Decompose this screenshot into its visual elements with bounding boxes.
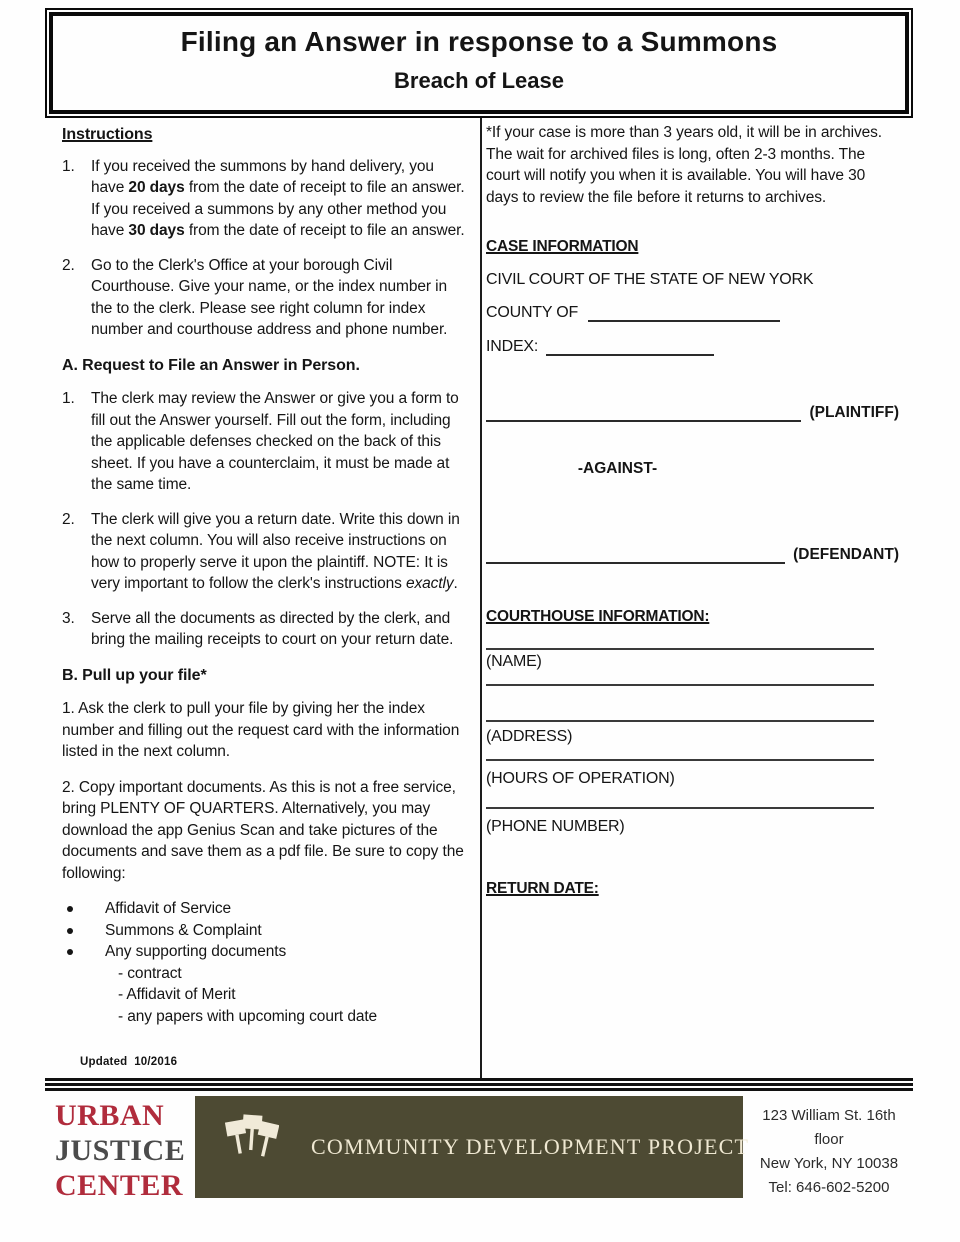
right-column [482,118,913,1078]
hours-field-label: (HOURS OF OPERATION) [486,770,675,787]
defendant-row [486,544,899,564]
section-a-item [62,608,470,651]
write-in-rule [486,684,874,686]
bullet-subitem: - Affidavit of Merit [118,986,236,1003]
case-information-heading: CASE INFORMATION [486,238,639,255]
item-number: 2. [62,510,75,528]
address-line: floor [814,1131,844,1148]
plaintiff-label: (PLAINTIFF) [809,404,899,421]
index-label: INDEX: [486,338,539,355]
address-field-label: (ADDRESS) [486,728,573,745]
item-number: 3. [62,609,75,627]
section-a-item [62,388,470,496]
bullet-subitem: - any papers with upcoming court date [118,1007,378,1025]
bullet-label: Any supporting documents [105,943,287,960]
footer-address [743,1096,915,1203]
write-in-rule [486,807,874,809]
left-column [45,118,482,1078]
title-box-inner [49,12,909,114]
bullet-item [62,898,470,920]
bullet-label: Affidavit of Service [105,900,232,917]
address-line: Tel: 646-602-5200 [768,1179,890,1196]
defendant-blank-line [486,544,785,564]
section-a-heading: A. Request to File an Answer in Person. [62,356,360,374]
footer [45,1096,915,1203]
logo-line: URBAN [55,1099,165,1132]
bullet-item [62,941,470,963]
section-b-heading: B. Pull up your file* [62,666,207,684]
against-label: -AGAINST- [577,460,658,477]
bullet-label: Summons & Complaint [105,921,262,939]
county-label: COUNTY OF [486,304,579,321]
address-line: 123 William St. 16th [762,1107,896,1124]
section-b-paragraph: 2. Copy important documents. As this is not a free service, bring PLENTY OF QUARTERS. Alternatively, you may download the app Genius Scan and take pictures of the documents and save them as a pdf file. Be sure to copy the following: [62,778,464,882]
courthouse-information-heading: COURTHOUSE INFORMATION: [486,608,710,625]
banner-title: COMMUNITY DEVELOPMENT PROJECT [311,1134,750,1159]
write-in-rule [486,759,874,761]
index-field [486,337,899,356]
instructions-heading: Instructions [62,126,153,143]
bullet-item [62,920,470,942]
write-in-rule [486,648,874,650]
instruction-item [62,156,470,242]
bullet-dot-icon [67,949,73,955]
item-number: 2. [62,256,75,274]
instruction-item [62,255,470,341]
document-title: Filing an Answer in response to a Summons [180,26,778,57]
write-in-rule [486,720,874,722]
picket-signs-icon [225,1114,279,1180]
document-subtitle: Breach of Lease [394,68,564,93]
return-date-heading: RETURN DATE: [486,880,599,897]
bullet-subitem: - contract [118,964,182,982]
item-text: The clerk may review the Answer or give you a form to fill out the Answer yourself. Fill out the form, including the applicable defenses checked on the back of this sheet. If you have a counterclaim, it must be made at the same time. [91,390,459,493]
defendant-label: (DEFENDANT) [793,546,899,563]
county-blank-line [588,303,780,322]
archive-note: *If your case is more than 3 years old, it will be in archives. The wait for archived files is long, often 2-3 months. The court will notify you when it is available. You will have 30 days to review the file before it returns to archives. [486,124,883,206]
section-a-item [62,509,470,595]
urban-justice-center-logo [45,1096,195,1203]
county-field [486,303,899,322]
court-name-line: CIVIL COURT OF THE STATE OF NEW YORK [486,271,814,288]
community-development-banner [195,1096,750,1198]
plaintiff-row [486,402,899,422]
item-text: The clerk will give you a return date. Write this down in the next column. You will also receive instructions on how to properly serve it upon the plaintiff. NOTE: It is very important to follow the clerk's instructions exactly. [91,510,460,592]
section-b-paragraph: 1. Ask the clerk to pull your file by giving her the index number and filling out the request card with the information listed in the next column. [62,700,460,760]
logo-line: JUSTICE [55,1134,186,1167]
footer-divider-rule [45,1078,913,1091]
bullet-dot-icon [67,928,73,934]
name-field-label: (NAME) [486,653,542,670]
bullet-dot-icon [67,906,73,912]
item-text: Go to the Clerk's Office at your borough Civil Courthouse. Give your name, or the index number in the to the clerk. Please see right column for index number and courthouse address and phone number. [91,256,448,338]
updated-date: Updated 10/2016 [80,1056,178,1068]
item-number: 1. [62,390,75,407]
plaintiff-blank-line [486,402,801,422]
address-line: New York, NY 10038 [759,1155,899,1172]
two-column-body [45,118,913,1078]
phone-field-label: (PHONE NUMBER) [486,818,625,835]
item-text: Serve all the documents as directed by the clerk, and bring the mailing receipts to court on your return date. [91,609,454,648]
logo-line: CENTER [55,1169,184,1202]
index-blank-line [546,337,714,356]
item-text: If you received the summons by hand delivery, you have 20 days from the date of receipt to file an answer. If you received a summons by any other method you have 30 days from the date of receipt to file an answer. [91,157,465,239]
item-number: 1. [62,157,75,175]
title-box [45,8,913,118]
